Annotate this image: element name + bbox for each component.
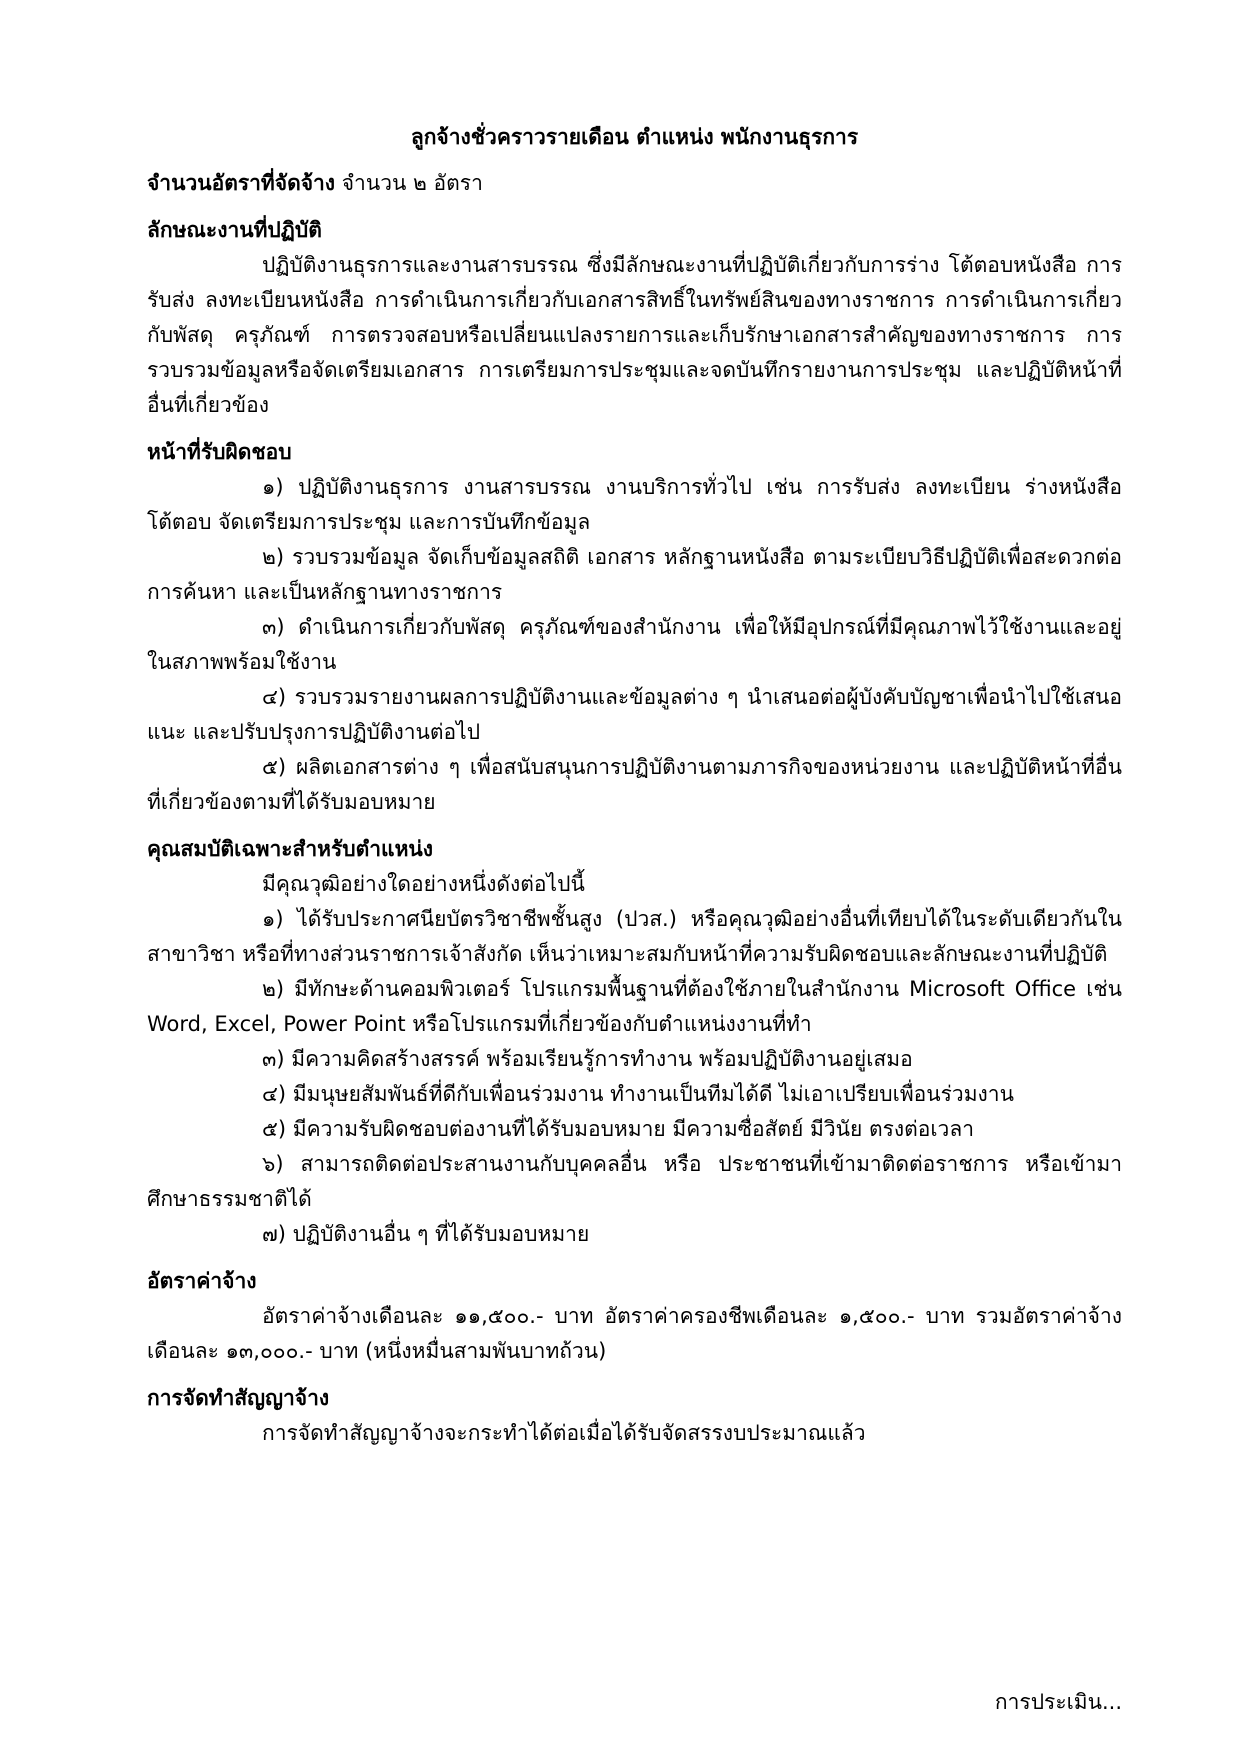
job-nature-heading: ลักษณะงานที่ปฏิบัติ — [147, 218, 322, 242]
qualifications-section — [147, 832, 1122, 1252]
wage-section — [147, 1264, 1122, 1369]
qualification-item-5: ๕) มีความรับผิดชอบต่องานที่ได้รับมอบหมาย มีความซื่อสัตย์ มีวินัย ตรงต่อเวลา — [262, 1117, 975, 1141]
responsibility-item-3: ๓) ดำเนินการเกี่ยวกับพัสดุ ครุภัณฑ์ของสำนักงาน เพื่อให้มีอุปกรณ์ที่มีคุณภาพไว้ใช้งานและอยู่ในสภาพพร้อมใช้งาน — [147, 615, 1122, 674]
wage-text: อัตราค่าจ้างเดือนละ ๑๑,๕๐๐.- บาท อัตราค่าครองชีพเดือนละ ๑,๕๐๐.- บาท รวมอัตราค่าจ้างเดือนละ ๑๓,๐๐๐.- บาท (หนึ่งหมื่นสามพันบาทถ้วน) — [147, 1304, 1122, 1363]
contract-heading: การจัดทำสัญญาจ้าง — [147, 1386, 330, 1410]
document-page — [147, 120, 1122, 1720]
qualification-item-3: ๓) มีความคิดสร้างสรรค์ พร้อมเรียนรู้การทำงาน พร้อมปฏิบัติงานอยู่เสมอ — [262, 1047, 913, 1071]
qualification-item-6: ๖) สามารถติดต่อประสานงานกับบุคคลอื่น หรือ ประชาชนที่เข้ามาติดต่อราชการ หรือเข้ามาศึกษาธรรมชาติได้ — [147, 1152, 1122, 1211]
job-nature-section — [147, 213, 1122, 423]
responsibility-item-5: ๕) ผลิตเอกสารต่าง ๆ เพื่อสนับสนุนการปฏิบัติงานตามภารกิจของหน่วยงาน และปฏิบัติหน้าที่อื่นที่เกี่ยวข้องตามที่ได้รับมอบหมาย — [147, 755, 1122, 814]
responsibility-item-1: ๑) ปฏิบัติงานธุรการ งานสารบรรณ งานบริการทั่วไป เช่น การรับส่ง ลงทะเบียน ร่างหนังสือโต้ตอบ จัดเตรียมการประชุม และการบันทึกข้อมูล — [147, 475, 1122, 534]
positions-label: จำนวนอัตราที่จัดจ้าง — [147, 171, 336, 195]
wage-heading: อัตราค่าจ้าง — [147, 1269, 257, 1293]
responsibility-item-4: ๔) รวบรวมรายงานผลการปฏิบัติงานและข้อมูลต่าง ๆ นำเสนอต่อผู้บังคับบัญชาเพื่อนำไปใช้เสนอแนะ และปรับปรุงการปฏิบัติงานต่อไป — [147, 685, 1122, 744]
responsibilities-section — [147, 435, 1122, 820]
positions-value: จำนวน ๒ อัตรา — [341, 171, 483, 195]
qualification-item-1: ๑) ได้รับประกาศนียบัตรวิชาชีพชั้นสูง (ปวส.) หรือคุณวุฒิอย่างอื่นที่เทียบได้ในระดับเดียวกันในสาขาวิชา หรือที่ทางส่วนราชการเจ้าสังกัด เห็นว่าเหมาะสมกับหน้าที่ความรับผิดชอบและลักษณะงานที่ปฏิบัติ — [147, 907, 1122, 966]
responsibilities-heading: หน้าที่รับผิดชอบ — [147, 440, 292, 464]
qualifications-intro: มีคุณวุฒิอย่างใดอย่างหนึ่งดังต่อไปนี้ — [262, 872, 585, 896]
qualification-item-4: ๔) มีมนุษยสัมพันธ์ที่ดีกับเพื่อนร่วมงาน ทำงานเป็นทีมได้ดี ไม่เอาเปรียบเพื่อนร่วมงาน — [262, 1082, 1014, 1106]
qualifications-heading: คุณสมบัติเฉพาะสำหรับตำแหน่ง — [147, 837, 434, 861]
qualification-item-7: ๗) ปฏิบัติงานอื่น ๆ ที่ได้รับมอบหมาย — [262, 1222, 590, 1246]
continued-next-page: การประเมิน... — [994, 1690, 1122, 1714]
contract-section — [147, 1381, 1122, 1451]
responsibility-item-2: ๒) รวบรวมข้อมูล จัดเก็บข้อมูลสถิติ เอกสาร หลักฐานหนังสือ ตามระเบียบวิธีปฏิบัติเพื่อสะดวกต่อการค้นหา และเป็นหลักฐานทางราชการ — [147, 545, 1122, 604]
document-title: ลูกจ้างชั่วคราวรายเดือน ตำแหน่ง พนักงานธุรการ — [410, 125, 859, 149]
qualification-item-2: ๒) มีทักษะด้านคอมพิวเตอร์ โปรแกรมพื้นฐานที่ต้องใช้ภายในสำนักงาน Microsoft Office เช่น Word, Excel, Power Point หรือโปรแกรมที่เกี่ยวข้องกับตำแหน่งงานที่ทำ — [147, 977, 1122, 1036]
contract-text: การจัดทำสัญญาจ้างจะกระทำได้ต่อเมื่อได้รับจัดสรรงบประมาณแล้ว — [262, 1421, 866, 1445]
job-nature-text: ปฏิบัติงานธุรการและงานสารบรรณ ซึ่งมีลักษณะงานที่ปฏิบัติเกี่ยวกับการร่าง โต้ตอบหนังสือ การรับส่ง ลงทะเบียนหนังสือ การดำเนินการเกี่ยวกับเอกสารสิทธิ์ในทรัพย์สินของทางราชการ การดำเนินการเกี่ยวกับพัสดุ ครุภัณฑ์ การตรวจสอบหรือเปลี่ยนแปลงรายการและเก็บรักษาเอกสารสำคัญของทางราชการ การรวบรวมข้อมูลหรือจัดเตรียมเอกสาร การเตรียมการประชุมและจดบันทึกรายงานการประชุม และปฏิบัติหน้าที่อื่นที่เกี่ยวข้อง — [147, 253, 1122, 417]
positions-line — [147, 166, 1122, 201]
